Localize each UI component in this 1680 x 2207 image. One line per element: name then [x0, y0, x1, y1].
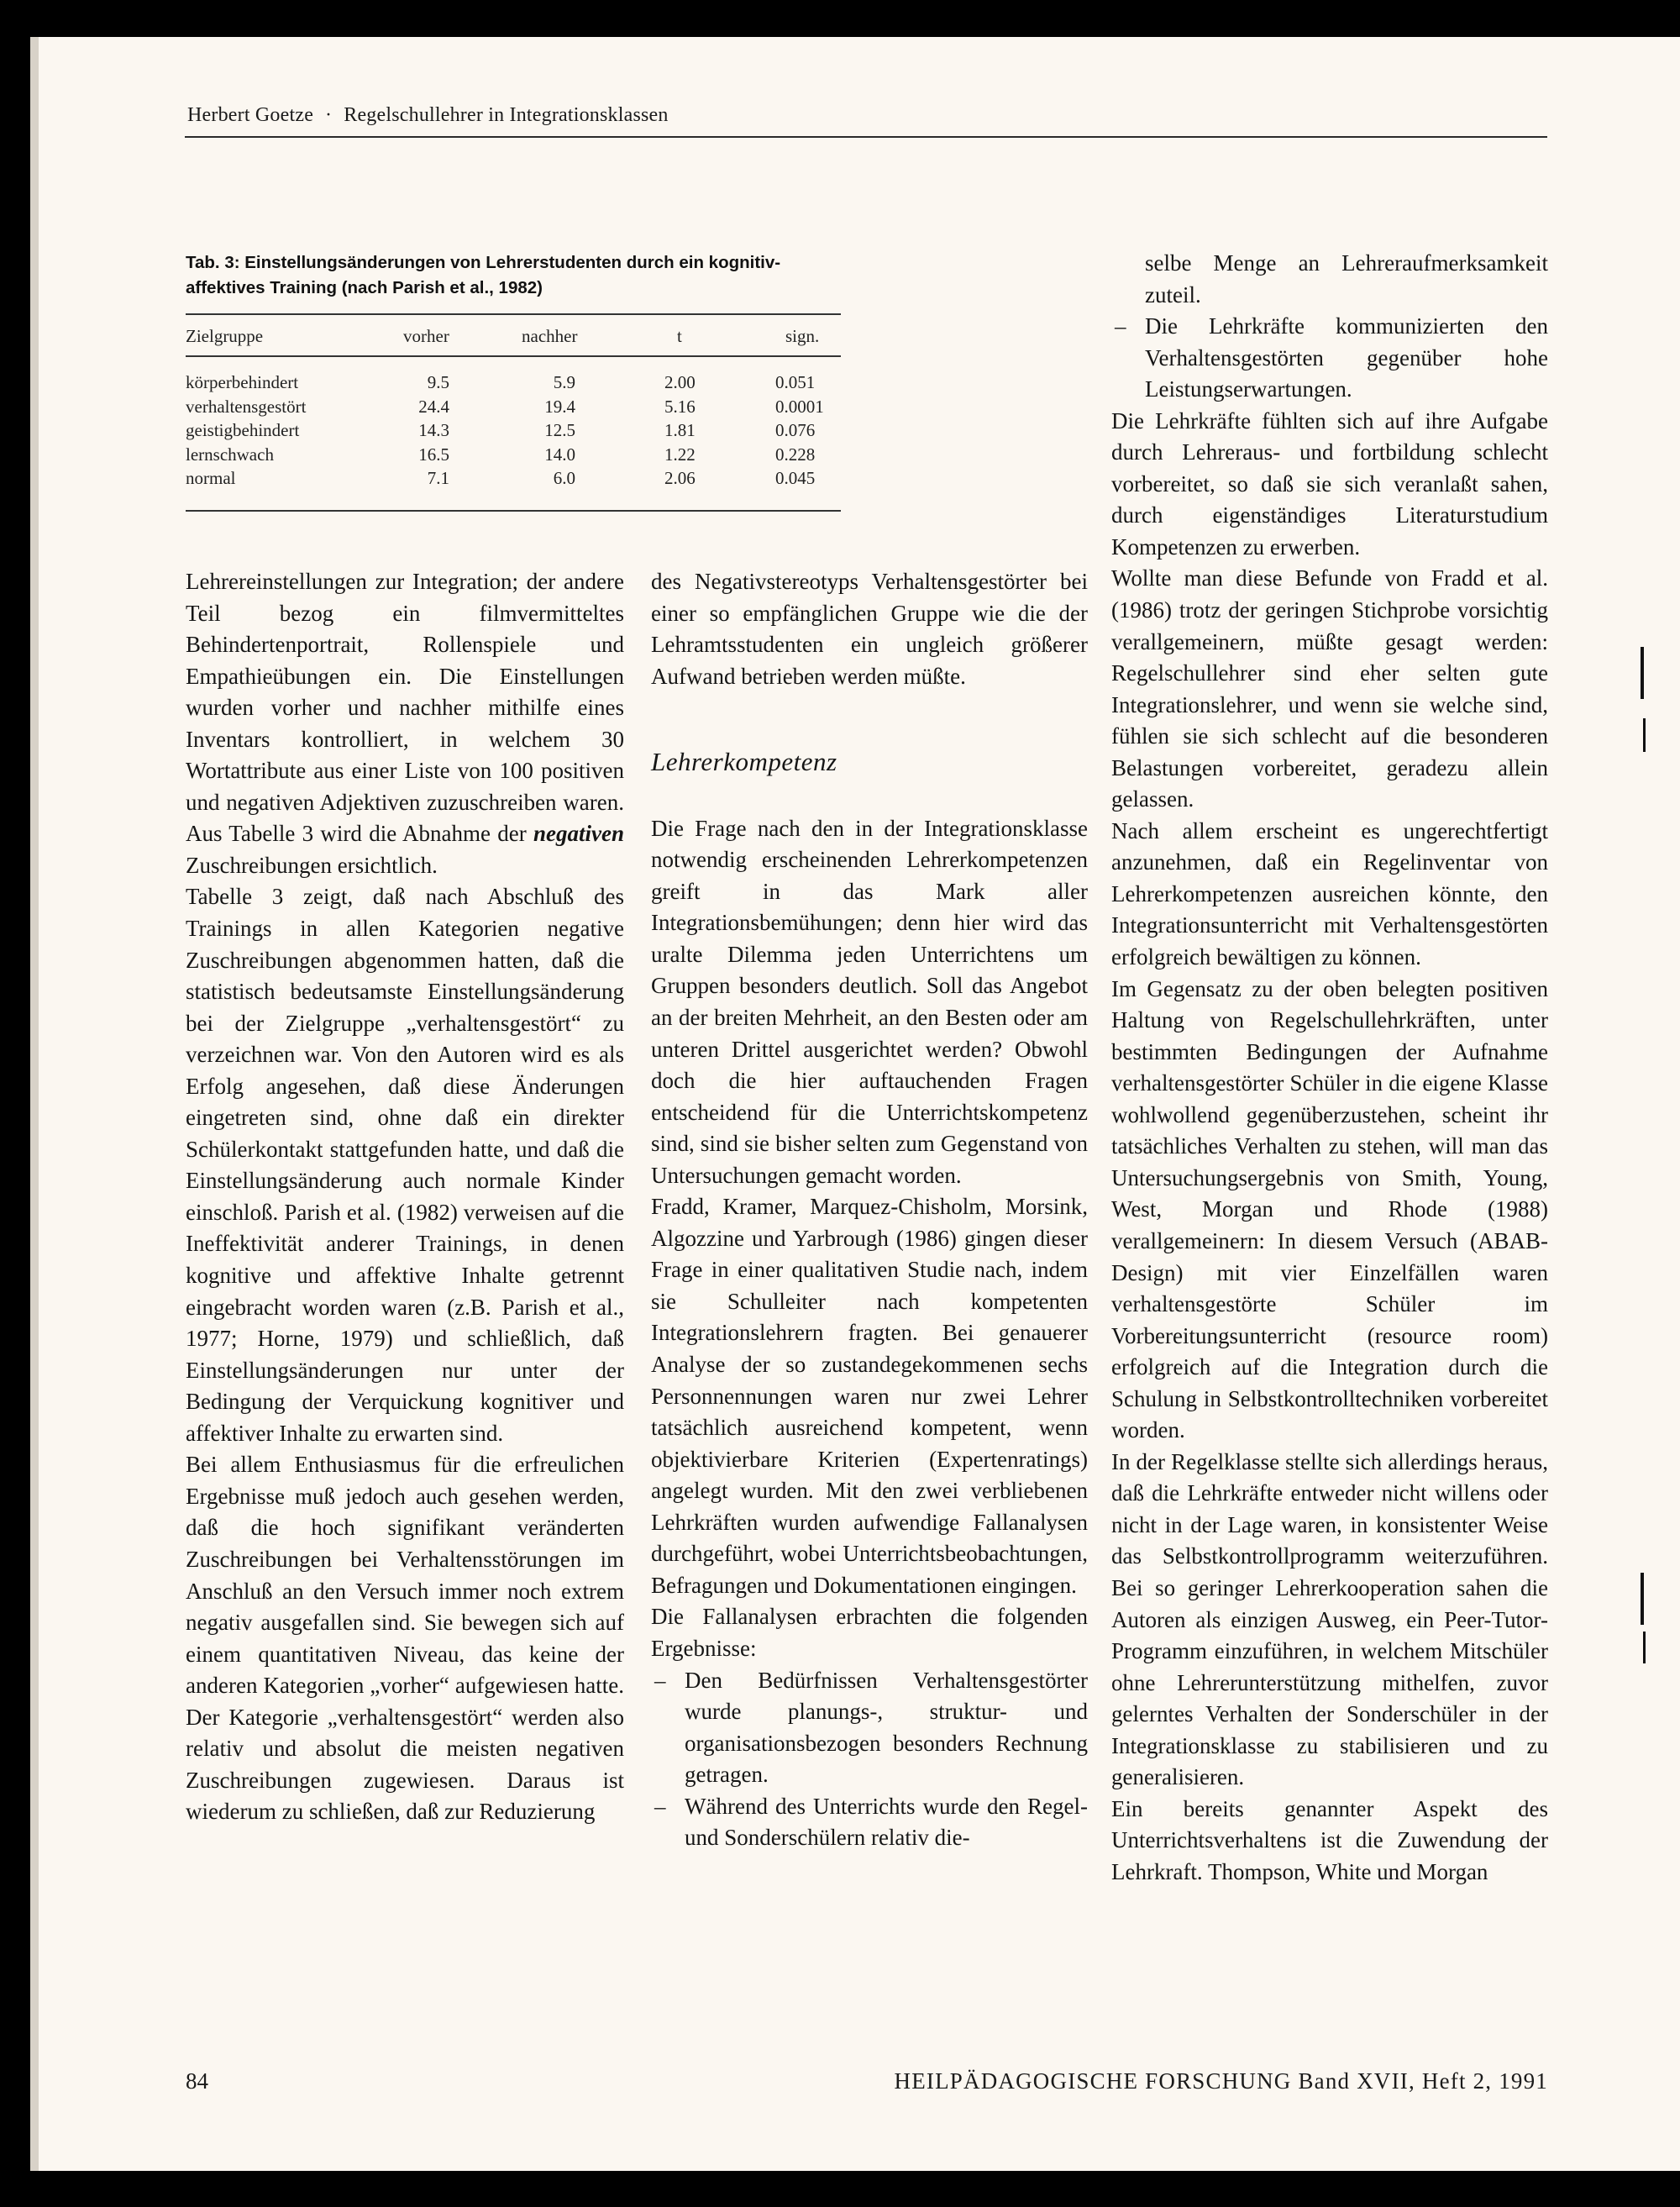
table-cell: 14.0 — [544, 444, 575, 465]
text-column-1 — [186, 566, 624, 1828]
table-cell: 0.228 — [775, 444, 816, 465]
paragraph-text: Lehrereinstellungen zur Integration; der andere Teil bezog ein filmvermitteltes Behindertenportrait, Rollenspiele und Empathieübungen ein. Die Einstellungen wurden vorher und nachher mithilfe eines Inventars kontrolliert, in welchem 30 Wortattribute aus einer Liste von 100 positiven und negativen Adjektiven zuzuschreiben waren. Aus Tabelle 3 wird die Abnahme der — [186, 569, 624, 847]
header-title: Regelschullehrer in Integrationsklassen — [344, 104, 669, 126]
paragraph — [186, 566, 624, 881]
journal-footer: HEILPÄDAGOGISCHE FORSCHUNG Band XVII, Heft 2, 1991 — [894, 2068, 1548, 2094]
emphasis-negativen: negativen — [533, 821, 625, 847]
table-cell: 7.1 — [427, 468, 449, 488]
table-cell: 0.045 — [775, 468, 816, 488]
table-cell: normal — [186, 468, 236, 488]
table-cell: 0.076 — [775, 420, 816, 440]
table-cell: 2.06 — [664, 468, 696, 488]
table-header-sign: sign. — [785, 326, 820, 346]
table-cell: 0.051 — [775, 372, 816, 392]
paragraph: Nach allem erscheint es ungerechtfertigt anzunehmen, daß ein Regelinventar von Lehrerkompetenzen ausreichen könnte, den Integrationsunterricht mit Verhaltensgestörten erfolgreich bewältigen zu können. — [1111, 817, 1548, 970]
paragraph: Fradd, Kramer, Marquez-Chisholm, Morsink, Algozzine und Yarbrough (1986) gingen dieser Frage in einer qualitativen Studie nach, indem sie Schulleiter nach kompetenten Integrationslehrern fragten. Bei genauerer Analyse der so zustandegekommenen sechs Personnennungen waren nur zwei Lehrer tatsächlich ausreichend kompetent, wenn objektivierbare Kriterien (Expertenratings) angelegt wurden. Mit den zwei verbliebenen Lehrkräften wurden aufwendige Fallanalysen durchgeführt, wobei Unterrichtsbeobachtungen, Befragungen und Dokumentationen eingingen. — [651, 1194, 1088, 1598]
table-cell: 2.00 — [664, 372, 696, 392]
table-cell: 24.4 — [418, 396, 449, 417]
margin-mark — [1641, 1573, 1644, 1625]
header-separator: · — [325, 104, 333, 126]
text-column-2 — [651, 566, 1088, 1854]
table-rule-bottom — [186, 510, 841, 512]
list-item: – Die Lehrkräfte kommunizierten den Verhaltensgestörten gegenüber hohe Leistungserwartungen. — [1111, 311, 1548, 406]
paragraph: Bei allem Enthusiasmus für die erfreulichen Ergebnisse muß jedoch auch gesehen werden, daß die hoch signifikant veränderten Zuschreibungen bei Verhaltensstörungen im Anschluß an den Versuch immer noch extrem negativ ausgefallen sind. Sie bewegen sich auf einem quantitativen Niveau, das keine der anderen Kategorien „vorher“ aufgewiesen hatte. Der Kategorie „verhaltensgestört“ werden also relativ und absolut die meisten negativen Zuschreibungen zugewiesen. Daraus ist wiederum zu schließen, daß zur Reduzierung — [186, 1452, 624, 1825]
margin-mark — [1643, 718, 1646, 752]
paragraph: Die Lehrkräfte fühlten sich auf ihre Aufgabe durch Lehreraus- und fortbildung schlecht vorbereitet, so daß sie sich veranlaßt sahen, durch eigenständiges Literaturstudium Kompetenzen zu erwerben. — [1111, 407, 1548, 560]
paragraph: Im Gegensatz zu der oben belegten positiven Haltung von Regelschullehrkräften, unter bestimmten Bedingungen der Aufnahme verhaltensgestörter Schüler in die eigene Klasse wohlwollend gegenüberzustehen, scheint ihr tatsächliches Verhalten zu stehen, will man das Untersuchungsergebnis von Smith, Young, West, Morgan und Rhode (1988) verallgemeinern: In diesem Versuch (ABAB-Design) mit vier Einzelfällen waren verhaltensgestörte Schüler im Vorbereitungsunterricht (resource room) erfolgreich auf die Integration durch die Schulung in Selbstkontrolltechniken vorbereitet worden. — [1111, 975, 1548, 1443]
margin-mark — [1643, 1632, 1646, 1663]
table-cell: lernschwach — [186, 444, 274, 465]
table-cell: 1.81 — [664, 420, 696, 440]
table-cell: verhaltensgestört — [186, 396, 307, 417]
table-cell: 1.22 — [664, 444, 696, 465]
text-column-3 — [1111, 248, 1548, 1888]
section-heading: Lehrerkompetenz — [651, 747, 837, 777]
table-header-t: t — [677, 326, 682, 346]
table-caption: Tab. 3: Einstellungsänderungen von Lehrerstudenten durch ein kognitiv-affektives Training (nach Parish et al., 1982) — [186, 253, 781, 297]
table-cell: geistigbehindert — [186, 420, 300, 440]
table-cell: körperbehindert — [186, 372, 299, 392]
running-head — [187, 104, 669, 127]
table-cell: 0.0001 — [775, 396, 824, 417]
table-cell: 6.0 — [553, 468, 575, 488]
paragraph: Tabelle 3 zeigt, daß nach Abschluß des Trainings in allen Kategorien negative Zuschreibungen abgenommen hatten, daß die statistisch bedeutsamste Einstellungsänderung bei der Zielgruppe „verhaltensgestört“ zu verzeichnen war. Von den Autoren wird es als Erfolg angesehen, daß diese Änderungen eingetreten sind, ohne daß ein direkter Schülerkontakt stattgefunden hatte, und daß die Einstellungsänderung auch normale Kinder einschloß. Parish et al. (1982) verweisen auf die Ineffektivität anderer Trainings, in denen kognitive und affektive Inhalte getrennt eingebracht worden waren (z.B. Parish et al., 1977; Horne, 1979) und schließlich, daß Einstellungsänderungen nur unter der Bedingung der Verquickung kognitiver und affektiver Inhalte zu erwarten sind. — [186, 884, 624, 1446]
table-header-nachher: nachher — [522, 326, 578, 346]
table-cell: 9.5 — [427, 372, 449, 392]
list-item: – Den Bedürfnissen Verhaltensgestörter wurde planungs-, struktur- und organisationsbezogen besonders Rechnung getragen. — [651, 1665, 1088, 1791]
table-cell: 5.9 — [553, 372, 575, 392]
paragraph: Wollte man diese Befunde von Fradd et al. (1986) trotz der geringen Stichprobe vorsichtig verallgemeinern, müßte gesagt werden: Regelschullehrer sind eher selten gute Integrationslehrer, und wenn sie welche sind, fühlen sie sich schlecht auf die besonderen Belastungen vorbereitet, geradezu allein gelassen. — [1111, 565, 1548, 812]
table-rule-top — [186, 313, 841, 315]
table-cell: 16.5 — [418, 444, 449, 465]
table-header-zielgruppe: Zielgruppe — [186, 326, 264, 346]
header-author: Herbert Goetze — [187, 104, 314, 126]
list-item-continuation: selbe Menge an Lehreraufmerksamkeit zuteil. — [1145, 250, 1548, 307]
paragraph: des Negativstereotyps Verhaltensgestörter bei einer so empfänglichen Gruppe wie die der Lehramtsstudenten ein ungleich größerer Aufwand betrieben werden müßte. — [651, 569, 1088, 689]
margin-mark — [1641, 647, 1644, 699]
table-rule-header — [186, 355, 841, 357]
paragraph: Ein bereits genannter Aspekt des Unterrichtsverhaltens ist die Zuwendung der Lehrkraft. Thompson, White und Morgan — [1111, 1795, 1548, 1884]
table-header-vorher: vorher — [403, 326, 449, 346]
paragraph-text: Zuschreibungen ersichtlich. — [186, 852, 438, 878]
page-number: 84 — [186, 2068, 208, 2094]
list-item: – Während des Unterrichts wurde den Regel- und Sonderschülern relativ die- — [651, 1791, 1088, 1854]
paragraph: Die Fallanalysen erbrachten die folgenden Ergebnisse: — [651, 1604, 1088, 1661]
paragraph: Die Frage nach den in der Integrationsklasse notwendig erscheinenden Lehrerkompetenzen greift in das Mark aller Integrationsbemühungen; denn hier wird das uralte Dilemma jeden Unterrichtens um Gruppen besonders deutlich. Soll das Angebot an der breiten Mehrheit, an den Besten oder am unteren Drittel ausgerichtet werden? Obwohl doch die hier auftauchenden Fragen entscheidend für die Unterrichtskompetenz sind, sind sie bisher selten zum Gegenstand von Untersuchungen gemacht worden. — [651, 815, 1088, 1188]
paragraph: In der Regelklasse stellte sich allerdings heraus, daß die Lehrkräfte entweder nicht willens oder nicht in der Lage waren, in konsistenter Weise das Selbstkontrollprogramm weiterzuführen. Bei so geringer Lehrerkooperation sahen die Autoren als einzigen Ausweg, ein Peer-Tutor-Programm einzuführen, in welchem Mitschüler ohne Lehrerunterstützung mithelfen, zuvor gelerntes Verhalten der Sonderschüler in der Integrationsklasse zu stabilisieren und zu generalisieren. — [1111, 1448, 1548, 1790]
table-cell: 19.4 — [544, 396, 575, 417]
table-cell: 12.5 — [544, 420, 575, 440]
table-cell: 14.3 — [418, 420, 449, 440]
header-rule — [185, 136, 1547, 138]
table-cell: 5.16 — [664, 396, 696, 417]
page-edge-shadow — [30, 37, 39, 2171]
